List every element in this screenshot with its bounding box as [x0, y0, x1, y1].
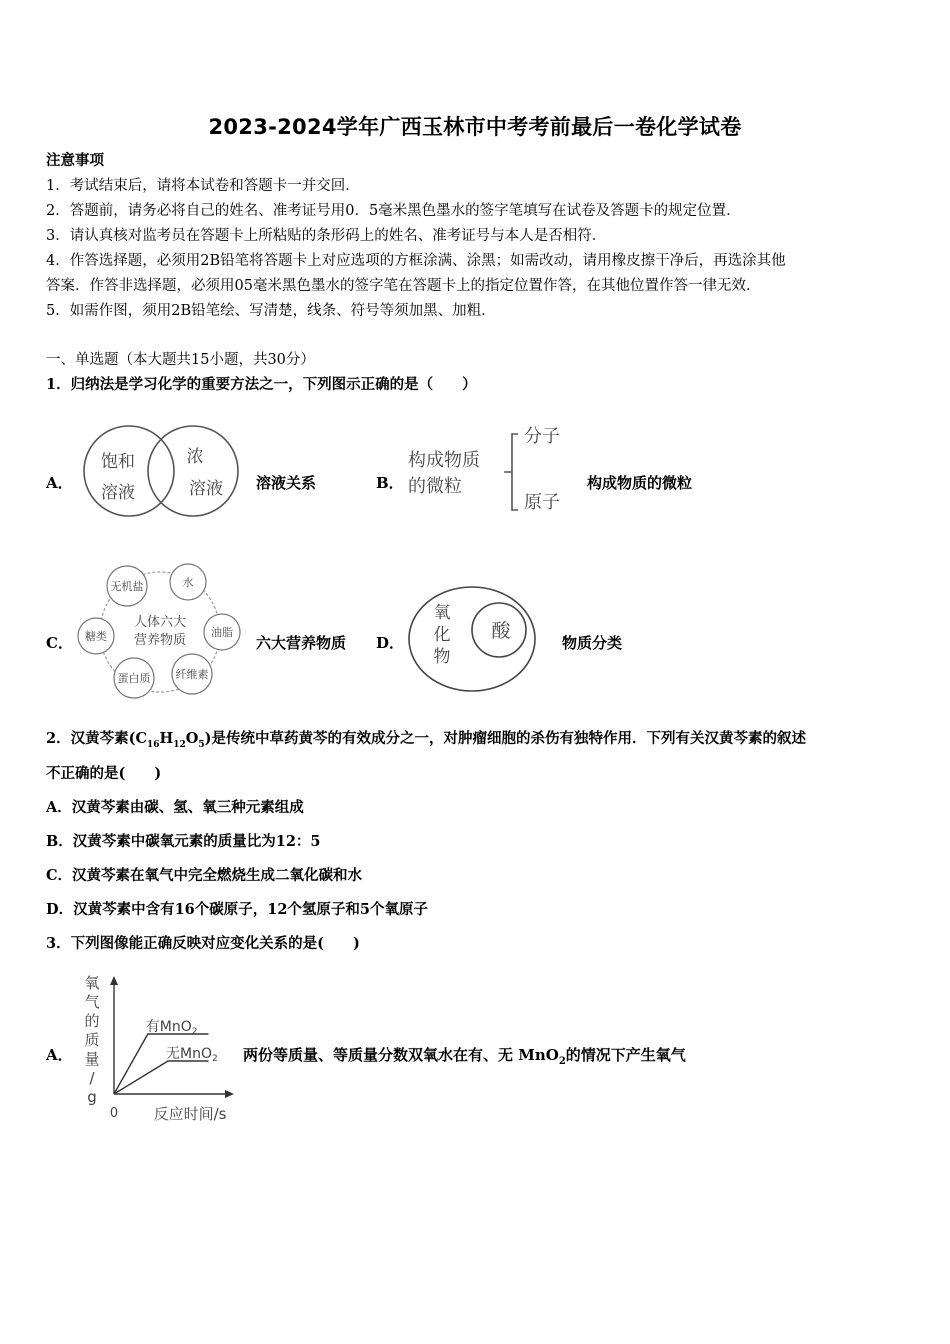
q1-option-b-caption: 构成物质的微粒: [587, 474, 693, 492]
concentrated-circle: [148, 426, 238, 516]
q2-option-c: C．汉黄芩素在氧气中完全燃烧生成二氧化碳和水: [46, 867, 363, 884]
series-label-with-mno2: 有MnO$_2$: [145, 1019, 198, 1037]
q1-option-d-caption: 物质分类: [562, 634, 623, 652]
b-left-text-2: 的微粒: [408, 476, 462, 497]
a-right-text-1: 浓: [186, 447, 204, 467]
c-center-text-2: 营养物质: [133, 633, 187, 648]
svg-text:纤维素: 纤维素: [175, 668, 209, 681]
chart-y-axis-label-char: 量: [84, 1050, 100, 1068]
notice-item: 4．作答选择题，必须用2B铅笔将答题卡上对应选项的方框涂满、涂黑；如需改动，请用橡皮擦干净后，再选涂其他: [46, 253, 786, 269]
notice-item: 3．请认真核对监考员在答题卡上所粘贴的条形码上的姓名、准考证号与本人是否相符．: [46, 228, 607, 244]
chart-origin-label: 0: [109, 1106, 119, 1121]
svg-text:蛋白质: 蛋白质: [117, 672, 151, 685]
q1-option-a-letter: A．: [46, 474, 73, 492]
q1-option-c-letter: C．: [46, 634, 73, 652]
c-node-water: [170, 564, 206, 600]
q1-d-classification-diagram: [402, 582, 546, 694]
d-outer-text-1: 氧: [433, 603, 451, 623]
q1-a-venn-diagram: [75, 420, 250, 524]
svg-text:油脂: 油脂: [211, 626, 233, 639]
q2-stem: 2．汉黄芩素$(C_{16}H_{12}O_5)$是传统中草药黄芩的有效成分之一，对肿瘤细胞的杀伤有独特作用．下列有关汉黄芩素的叙述: [46, 730, 807, 750]
chart-y-axis-label-char: 氧: [84, 974, 100, 992]
c-node-protein: [114, 658, 154, 698]
q3-option-a-caption: 两份等质量、等质量分数双氧水在有、无 MnO$_2$的情况下产生氧气: [243, 1046, 686, 1067]
a-left-text-2: 溶液: [101, 483, 135, 503]
chart-y-axis-label-char: 气: [84, 993, 100, 1011]
c-node-fat: [204, 614, 240, 650]
notice-item: 1．考试结束后，请将本试卷和答题卡一并交回．: [46, 178, 360, 194]
svg-text:糖类: 糖类: [85, 630, 107, 643]
q2-stem-line2: 不正确的是( ): [46, 765, 162, 782]
chart-y-axis-label-char: /: [89, 1069, 95, 1087]
b-left-text-1: 构成物质: [408, 450, 480, 471]
q1-option-a-caption: 溶液关系: [256, 474, 317, 492]
q3-stem: 3．下列图像能正确反映对应变化关系的是( ): [46, 935, 360, 952]
q1-option-c-caption: 六大营养物质: [256, 634, 347, 652]
page-title: 2023-2024学年广西玉林市中考考前最后一卷化学试卷: [208, 115, 742, 139]
notice-item: 5．如需作图，须用2B铅笔绘、写清楚，线条、符号等须加黑、加粗．: [46, 303, 496, 319]
c-center-text-1: 人体六大: [133, 615, 187, 630]
q2-option-a: A．汉黄芩素由碳、氢、氧三种元素组成: [46, 799, 304, 816]
c-node-inorganic-salt: [107, 566, 147, 606]
chart-y-axis-arrow: [110, 976, 118, 985]
d-inner-text: 酸: [491, 620, 511, 642]
q1-option-d-letter: D．: [376, 634, 405, 652]
q3-a-chart: [78, 968, 238, 1128]
d-outer-text-2: 化: [433, 625, 451, 645]
c-node-sugar: [78, 618, 114, 654]
b-bracket: [504, 434, 518, 510]
a-left-text-1: 饱和: [101, 452, 135, 472]
a-right-text-2: 溶液: [189, 479, 223, 499]
q2-option-b: B．汉黄芩素中碳氧元素的质量比为12：5: [46, 833, 321, 850]
notice-item: 答案．作答非选择题，必须用05毫米黑色墨水的签字笔在答题卡上的指定位置作答，在其他位置作答一律无效．: [46, 278, 761, 294]
svg-text:水: 水: [182, 576, 194, 589]
notice-heading: 注意事项: [46, 152, 104, 169]
q1-b-bracket-diagram: [400, 420, 580, 520]
chart-y-axis-label: [84, 974, 99, 1106]
series-label-without-mno2: 无MnO$_2$: [166, 1046, 218, 1064]
chart-x-axis-label: 反应时间/s: [153, 1105, 227, 1123]
series-line-without-mno2: [114, 1061, 209, 1094]
b-bottom-text: 原子: [524, 492, 560, 513]
q2-option-d: D．汉黄芩素中含有16个碳原子，12个氢原子和5个氧原子: [46, 901, 429, 918]
q1-stem: 1．归纳法是学习化学的重要方法之一，下列图示正确的是（ ）: [46, 376, 477, 393]
q3-option-a-letter: A．: [46, 1046, 73, 1064]
svg-text:无机盐: 无机盐: [110, 580, 144, 593]
notice-item: 2．答题前，请务必将自己的姓名、准考证号用0．5毫米黑色墨水的签字笔填写在试卷及答题卡的规定位置．: [46, 203, 741, 219]
section-heading: 一、单选题（本大题共15小题，共30分）: [46, 352, 315, 368]
d-outer-text-3: 物: [433, 647, 451, 667]
c-node-cellulose: [172, 654, 212, 694]
q1-c-nutrient-diagram: [70, 560, 250, 700]
chart-y-axis-label-char: g: [87, 1088, 97, 1106]
q1-option-b-letter: B．: [376, 474, 404, 492]
d-outer-ellipse: [409, 587, 535, 691]
chart-y-axis-label-char: 的: [84, 1012, 100, 1030]
chart-y-axis-label-char: 质: [84, 1031, 100, 1049]
chart-x-axis-arrow: [225, 1090, 234, 1098]
b-top-text: 分子: [524, 426, 560, 447]
